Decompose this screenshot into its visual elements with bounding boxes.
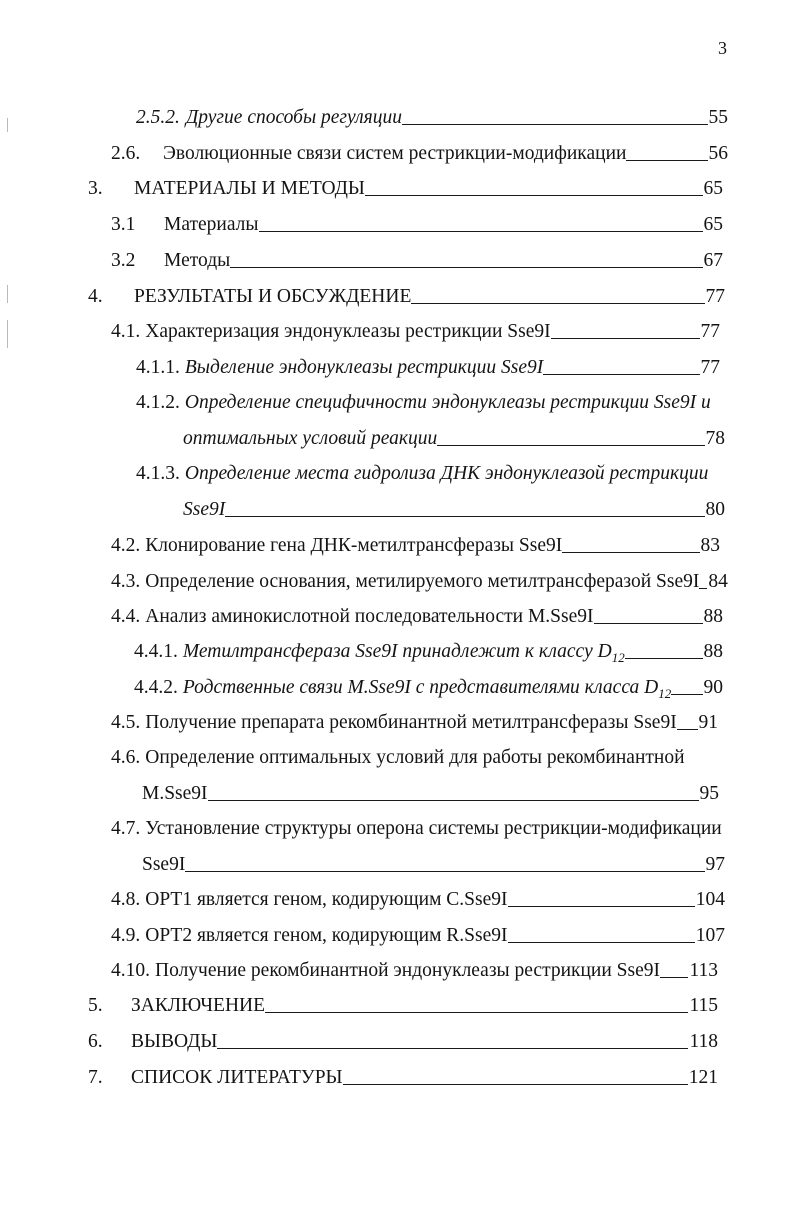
toc-page: 77 <box>705 286 725 307</box>
leader-line <box>562 552 699 553</box>
toc-page: 67 <box>703 250 723 271</box>
toc-page: 83 <box>700 535 720 556</box>
leader-line <box>208 800 699 801</box>
leader-line <box>402 124 708 125</box>
toc-page: 107 <box>695 925 725 946</box>
toc-title: СПИСОК ЛИТЕРАТУРЫ <box>131 1067 343 1088</box>
toc-title-continuation: Sse9I <box>183 499 226 520</box>
leader-line <box>677 729 698 730</box>
toc-entry-3-2 <box>111 249 723 273</box>
toc-number: 4.1. <box>111 321 141 342</box>
toc-page: 91 <box>698 712 718 733</box>
toc-number: 4.6. <box>111 747 141 768</box>
toc-entry-4-4-2 <box>134 676 723 700</box>
leader-line <box>230 267 702 268</box>
toc-entry-4-8 <box>111 888 725 912</box>
toc-title: Выделение эндонуклеазы рестрикции Sse9I <box>184 357 544 378</box>
leader-line <box>217 1048 688 1049</box>
toc-title: МАТЕРИАЛЫ И МЕТОДЫ <box>134 178 365 199</box>
toc-number: 4.1.1. <box>136 357 180 378</box>
leader-line <box>699 588 707 589</box>
toc-number: 6. <box>88 1031 103 1052</box>
toc-number: 2.5.2. <box>136 107 180 128</box>
toc-number: 5. <box>88 995 103 1016</box>
toc-entry-3-1 <box>111 213 723 237</box>
toc-entry-4-10 <box>111 959 718 983</box>
toc-title: Материалы <box>164 214 259 235</box>
leader-line <box>660 977 688 978</box>
toc-number: 4.3. <box>111 571 141 592</box>
toc-number: 4.9. <box>111 925 141 946</box>
toc-number: 4.8. <box>111 889 141 910</box>
leader-line <box>625 658 703 659</box>
leader-line <box>259 231 703 232</box>
toc-page: 80 <box>705 499 725 520</box>
toc-page: 104 <box>695 889 725 910</box>
toc-entry-5 <box>88 994 718 1018</box>
toc-title: Метилтрансфераза Sse9I принадлежит к классу $D_{12}$ <box>182 641 625 665</box>
toc-title: Эволюционные связи систем рестрикции-модификации <box>163 143 627 164</box>
toc-number: 4.1.3. <box>136 463 180 484</box>
toc-title: ОРТ2 является геном, кодирующим R.Sse9I <box>145 925 508 946</box>
toc-title-continuation: Sse9I <box>142 854 186 875</box>
toc-title: Получение рекомбинантной эндонуклеазы рестрикции Sse9I <box>155 960 661 981</box>
toc-entry-7 <box>88 1066 718 1090</box>
toc-page: 65 <box>703 178 723 199</box>
toc-title: Определение места гидролиза ДНК эндонуклеазой рестрикции <box>184 463 709 484</box>
toc-entry-4-9 <box>111 924 725 948</box>
toc-entry-4-6 <box>111 746 719 806</box>
leader-line <box>594 623 703 624</box>
toc-title: ОРТ1 является геном, кодирующим C.Sse9I <box>145 889 508 910</box>
toc-page: 121 <box>688 1067 718 1088</box>
leader-line <box>508 942 695 943</box>
leader-line <box>411 303 704 304</box>
toc-page: 84 <box>708 571 728 592</box>
toc-number: 7. <box>88 1067 103 1088</box>
toc-entry-3 <box>88 177 723 201</box>
toc-page: 65 <box>703 214 723 235</box>
leader-line <box>551 338 700 339</box>
toc-page: 97 <box>705 854 725 875</box>
toc-entry-4-2 <box>111 534 720 558</box>
toc-title: Характеризация эндонуклеазы рестрикции Sse9I <box>145 321 551 342</box>
toc-title: Определение основания, метилируемого метилтрансферазой Sse9I <box>145 571 700 592</box>
toc-page: 77 <box>700 357 720 378</box>
toc-number: 4.2. <box>111 535 141 556</box>
toc-number: 4.1.2. <box>136 392 180 413</box>
toc-page: 56 <box>708 143 728 164</box>
toc-entry-6 <box>88 1030 718 1054</box>
toc-number: 4.7. <box>111 818 141 839</box>
toc-title: Клонирование гена ДНК-метилтрансферазы Sse9I <box>145 535 563 556</box>
toc-number: 4.5. <box>111 712 141 733</box>
toc-number: 3.1 <box>111 214 136 235</box>
toc-entry-4 <box>88 285 725 309</box>
leader-line <box>437 445 704 446</box>
toc-number: 4.10. <box>111 960 150 981</box>
toc-entry-2-6 <box>111 142 728 166</box>
toc-title: Определение оптимальных условий для работы рекомбинантной <box>145 747 685 768</box>
toc-page: 115 <box>689 995 718 1016</box>
toc-page: 77 <box>700 321 720 342</box>
leader-line <box>185 871 704 872</box>
leader-line <box>225 516 704 517</box>
toc-title-continuation: оптимальных условий реакции <box>183 428 438 449</box>
leader-line <box>508 906 695 907</box>
toc-page: 55 <box>708 107 728 128</box>
subscript: 12 <box>658 685 672 701</box>
subscript: 12 <box>611 649 625 665</box>
leader-line <box>343 1084 688 1085</box>
toc-entry-4-1 <box>111 320 720 344</box>
page-number: 3 <box>718 38 727 58</box>
toc-entry-4-5 <box>111 711 718 735</box>
toc-entry-4-4-1 <box>134 640 723 664</box>
toc-number: 4.4.2. <box>134 677 178 698</box>
toc-entry-2-5-2 <box>136 106 728 130</box>
toc-number: 4.4.1. <box>134 641 178 662</box>
toc-number: 3.2 <box>111 250 136 271</box>
toc-number: 4.4. <box>111 606 141 627</box>
toc-title: Анализ аминокислотной последовательности M.Sse9I <box>145 606 594 627</box>
toc-title: Методы <box>164 250 231 271</box>
toc-title: Определение специфичности эндонуклеазы рестрикции Sse9I и <box>184 392 711 413</box>
toc-number: 3. <box>88 178 103 199</box>
toc-page: 118 <box>689 1031 718 1052</box>
toc-title: РЕЗУЛЬТАТЫ И ОБСУЖДЕНИЕ <box>134 286 412 307</box>
toc-title: Получение препарата рекомбинантной метилтрансферазы Sse9I <box>145 712 677 733</box>
toc-entry-4-4 <box>111 605 723 629</box>
toc-page: 113 <box>689 960 718 981</box>
toc-page: 88 <box>703 606 723 627</box>
toc-title: Установление структуры оперона системы рестрикции-модификации <box>145 818 722 839</box>
toc-number: 4. <box>88 286 103 307</box>
toc-page: 88 <box>703 641 723 662</box>
toc-entry-4-1-3 <box>136 462 725 522</box>
toc-title: Родственные связи M.Sse9I с представителями класса $D_{12}$ <box>182 677 672 701</box>
toc-title: ЗАКЛЮЧЕНИЕ <box>131 995 266 1016</box>
toc-title: Другие способы регуляции <box>185 107 402 128</box>
toc-page: 90 <box>703 677 723 698</box>
leader-line <box>626 160 707 161</box>
leader-line <box>543 374 699 375</box>
toc-title: ВЫВОДЫ <box>131 1031 218 1052</box>
toc-number: 2.6. <box>111 143 141 164</box>
toc-title-continuation: M.Sse9I <box>142 783 208 804</box>
leader-line <box>365 195 703 196</box>
toc-entry-4-1-1 <box>136 356 720 380</box>
leader-line <box>265 1012 688 1013</box>
toc-entry-4-7 <box>111 817 725 877</box>
toc-page: 78 <box>705 428 725 449</box>
toc-entry-4-1-2 <box>136 391 725 451</box>
toc-page: 95 <box>699 783 719 804</box>
leader-line <box>671 694 702 695</box>
toc-entry-4-3 <box>111 570 728 594</box>
